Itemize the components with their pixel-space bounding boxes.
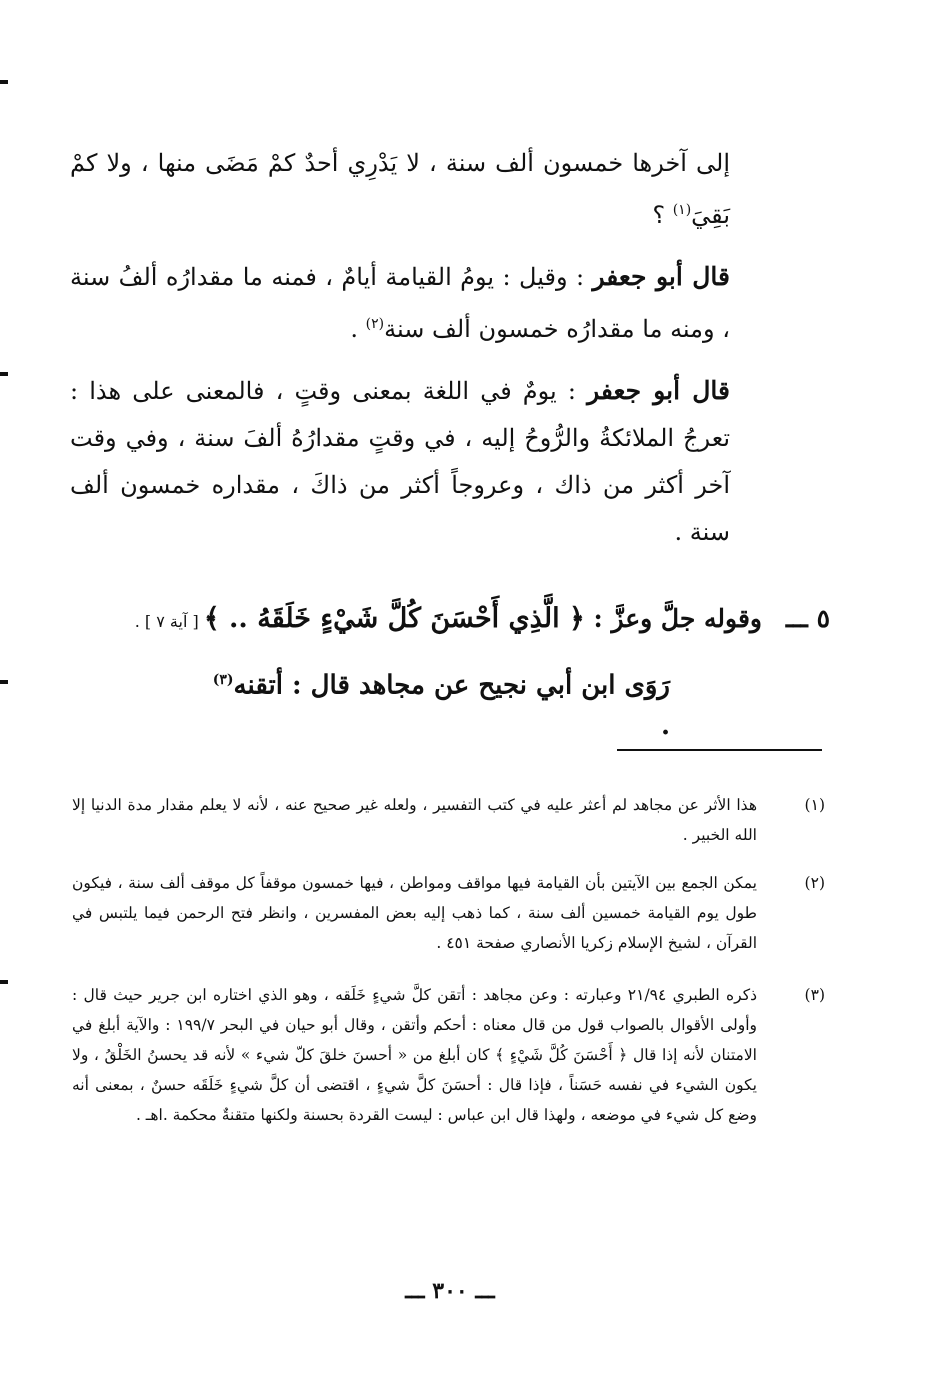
footnote-number: (٣) bbox=[804, 986, 825, 1004]
paragraph-1-end: ؟ bbox=[652, 201, 673, 229]
speaker-name: قال أبو جعفر bbox=[587, 376, 730, 405]
footnote-separator bbox=[617, 749, 822, 751]
footnote-3 bbox=[72, 980, 825, 1130]
paragraph-3-text: : يومٌ في اللغة بمعنى وقتٍ ، فالمعنى على هذا : تعرجُ الملائكةُ والرُّوحُ إليه ، في وقتٍ مقدارُهُ ألفَ سنة ، وفي وقت آخر أكثر من ذاك ، وعروجاً أكثر من ذاكَ ، مقداره خمسون ألف سنة . bbox=[70, 377, 730, 546]
page-number: ـــ ٣٠٠ ـــ bbox=[405, 1278, 495, 1304]
paragraph-3 bbox=[70, 367, 730, 556]
footnote-ref-1[interactable]: (١) bbox=[672, 202, 692, 218]
quran-verse: ﴿ الَّذِي أَحْسَنَ كُلَّ شَيْءٍ خَلَقَهُ .. ﴾ bbox=[203, 603, 585, 634]
footnote-text: هذا الأثر عن مجاهد لم أعثر عليه في كتب التفسير ، ولعله غير صحيح عنه ، لأنه لا يعلم مقدار مدة الدنيا إلا الله الخبير . bbox=[72, 796, 757, 844]
speaker-name: قال أبو جعفر bbox=[592, 262, 730, 291]
paragraph-2-end: . bbox=[350, 315, 366, 343]
verse-intro: وقوله جلَّ وعزَّ : bbox=[584, 604, 762, 633]
footnote-1 bbox=[72, 790, 825, 850]
paragraph-2 bbox=[70, 253, 730, 353]
verse-line bbox=[135, 596, 762, 645]
footnote-text: يمكن الجمع بين الآيتين بأن القيامة فيها مواقف ومواطن ، فيها خمسون موقفاً كل موقف ألف سنة ، فيكون طول يوم القيامة خمسين ألف سنة ، كما ذهب إليه بعض المفسرين ، وانظر فتح الرحمن فيما يلتبس في القرآن ، لشيخ الإسلام زكريا الأنصاري صفحة ٤٥١ . bbox=[72, 874, 757, 952]
scan-edge-mark bbox=[0, 372, 8, 376]
paragraph-2-text: : وقيل : يومُ القيامة أيامٌ ، فمنه ما مقدارُه ألفُ سنة ، ومنه ما مقدارُه خمسون ألف سنة bbox=[70, 263, 730, 343]
main-text bbox=[70, 140, 730, 570]
narration-end: . bbox=[660, 710, 670, 741]
footnote-2 bbox=[72, 868, 825, 958]
footnote-ref-3[interactable]: (٣) bbox=[212, 672, 234, 688]
scan-edge-mark bbox=[0, 980, 8, 984]
footnote-ref-2[interactable]: (٢) bbox=[365, 316, 385, 332]
verse-number: ٥ ـــ bbox=[785, 604, 830, 633]
scan-edge-mark bbox=[0, 680, 8, 684]
paragraph-1-text: إلى آخرها خمسون ألف سنة ، لا يَدْرِي أحدٌ كمْ مَضَى منها ، ولا كمْ بَقِيَ bbox=[70, 149, 730, 229]
footnote-number: (١) bbox=[804, 796, 825, 814]
narration-line bbox=[210, 660, 670, 746]
narration-text: رَوَى ابن أبي نجيح عن مجاهد قال : أتقنه bbox=[233, 670, 670, 701]
verse-reference: [ آية ٧ ] . bbox=[134, 612, 204, 631]
paragraph-1 bbox=[70, 140, 730, 239]
scan-edge-mark bbox=[0, 80, 8, 84]
verse-heading bbox=[70, 596, 830, 646]
footnote-text: ذكره الطبري ٢١/٩٤ وعبارته : وعن مجاهد : أتقن كلَّ شيءٍ خَلَقه ، وهو الذي اختاره ابن جرير حيث قال : وأولى الأقوال بالصواب قول من قال معناه : أحكم وأتقن ، وقال أبو حيان في البحر ١٩٩/٧ : والآية أبلغ في الامتنان لأنه إذا قال ﴿ أَحْسَنَ كُلَّ شَيْءٍ ﴾ كان أبلغ من « أحسنَ خلقَ كلّ شيء » لأنه قد يحسنُ الخَلْقُ ، ولا يكون الشيء في نفسه حَسَناً ، فإذا قال : أحسَنَ كلَّ شيءٍ ، اقتضى أن كلَّ شيءٍ خَلَقَه حسنٌ ، بمعنى أنه وضع كل شيء في موضعه ، ولهذا قال ابن عباس : ليست القردة بحسنة ولكنها متقنةٌ محكمة .اهـ . bbox=[72, 986, 757, 1124]
footnote-number: (٢) bbox=[804, 874, 825, 892]
